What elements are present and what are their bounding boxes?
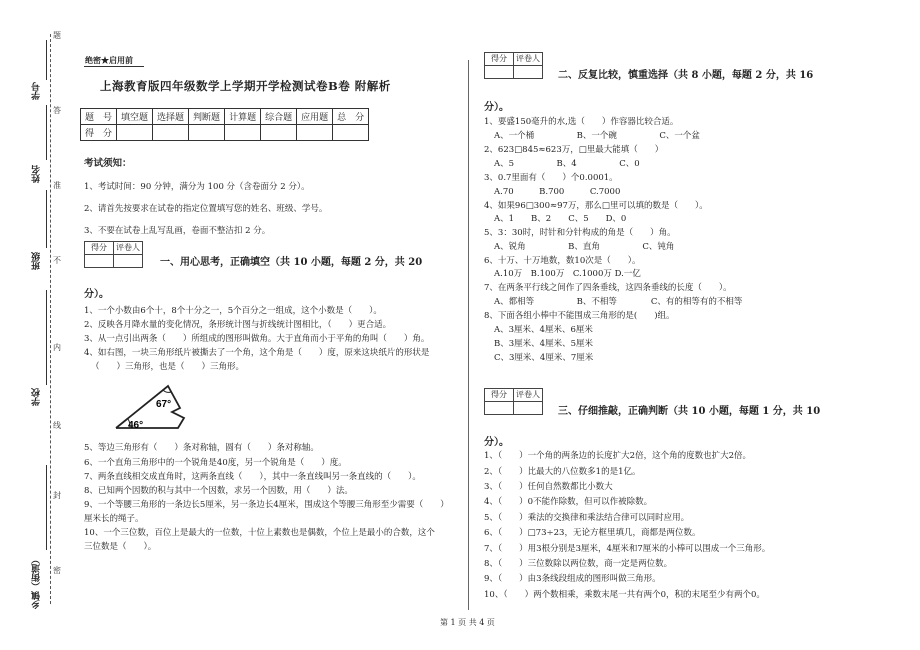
grader-reviewer-label: 评卷人: [516, 390, 540, 399]
binding-underline: [46, 465, 47, 550]
angle-label-46: 46°: [128, 420, 144, 431]
question-item: （ ）三角形，也是（ ）三角形。: [91, 362, 245, 372]
score-input-cell[interactable]: [117, 125, 153, 141]
score-cell: 得 分: [81, 125, 117, 141]
question-option: A、3厘米、4厘米、6厘米: [494, 325, 593, 335]
score-input-cell[interactable]: [261, 125, 297, 141]
question-item: 5、3：30时，时针和分针构成的角是（ ）角。: [484, 228, 676, 238]
binding-underline: [46, 290, 47, 385]
score-cell: 应用题: [297, 109, 333, 125]
binding-char: 线: [53, 421, 61, 430]
binding-char: 题: [53, 31, 61, 40]
score-cell: 选择题: [153, 109, 189, 125]
page-title: 上海教育版四年级数学上学期开学检测试卷B卷 附解析: [100, 79, 391, 93]
binding-underline: [46, 105, 47, 160]
binding-char: 密: [53, 566, 61, 575]
judgment-item: 2、（ ）比最大的八位数多1的是1亿。: [484, 467, 641, 477]
score-cell: 判断题: [189, 109, 225, 125]
section1-title-cont: 分）。: [84, 289, 109, 300]
question-option: A、5 B、4 C、0: [494, 159, 640, 169]
binding-char: 内: [53, 343, 61, 352]
question-item: 1、要盛150毫升的水,选（ ）作容器比较合适。: [484, 117, 679, 127]
binding-label-name: 姓名: [32, 165, 42, 183]
binding-char: 封: [53, 491, 61, 500]
binding-char: 准: [53, 181, 61, 190]
torn-triangle-figure: [108, 378, 190, 434]
grader-box: [484, 52, 543, 79]
binding-label-school: 学校: [32, 388, 42, 406]
question-item: 3、0.7里面有（ ）个0.0001。: [484, 173, 618, 183]
section2-title-cont: 分）。: [484, 102, 509, 113]
question-item: 厘米长的绳子。: [84, 514, 144, 524]
judgment-item: 5、（ ）乘法的交换律和乘法结合律可以同时应用。: [484, 513, 690, 523]
question-option: B、3厘米、4厘米、5厘米: [494, 339, 593, 349]
grader-reviewer-field[interactable]: [114, 255, 142, 267]
judgment-item: 3、（ ）任何自然数都比小数大: [484, 482, 613, 492]
question-item: 7、在两条平行线之间作了四条垂线，这四条垂线的长度（ ）。: [484, 283, 732, 293]
question-item: 10、一个三位数，百位上是最大的一位数，十位上素数也是偶数，个位上是最小的合数，这个: [84, 528, 435, 538]
angle-label-67: 67°: [156, 399, 172, 410]
binding-label-township: 乡镇（街道）: [32, 555, 42, 609]
question-item: 4、如右图，一块三角形纸片被撕去了一个角，这个角是（ ）度，原来这块纸片的形状是: [84, 348, 430, 358]
question-option: A.10万 B.100万 C.1000万 D.一亿: [494, 269, 641, 279]
section3-title: 三、仔细推敲，正确判断（共 10 小题，每题 1 分，共 10: [558, 406, 821, 417]
binding-underline: [46, 190, 47, 248]
grader-score-label: 得分: [485, 53, 514, 65]
judgment-item: 4、（ ）0不能作除数，但可以作被除数。: [484, 497, 653, 507]
question-item: 1、一个小数由6个十，8个十分之一，5个百分之一组成，这个小数是（ ）。: [84, 306, 382, 316]
grader-box: [84, 241, 143, 268]
grader-score-label: 得分: [85, 242, 114, 254]
question-option: A、都相等 B、不相等 C、有的相等有的不相等: [494, 297, 743, 307]
score-cell: 计算题: [225, 109, 261, 125]
question-item: 8、下面各组小棒中不能围成三角形的是( )组。: [484, 311, 675, 321]
question-option: A、锐角 B、直角 C、钝角: [494, 242, 675, 252]
question-item: 2、反映各月降水量的变化情况，条形统计图与折线统计图相比，（ ）更合适。: [84, 320, 392, 330]
judgment-item: 8、（ ）三位数除以两位数，商一定是两位数。: [484, 559, 673, 569]
score-input-cell[interactable]: [297, 125, 333, 141]
grader-reviewer-field[interactable]: [514, 402, 542, 414]
instruction-item: 2、请首先按要求在试卷的指定位置填写您的姓名、班级、学号。: [84, 204, 328, 214]
grader-score-field[interactable]: [485, 402, 514, 414]
question-option: C、3厘米、4厘米、7厘米: [494, 353, 594, 363]
score-input-cell[interactable]: [225, 125, 261, 141]
instruction-item: 1、考试时间：90 分钟，满分为 100 分（含卷面分 2 分）。: [84, 182, 310, 192]
question-item: 6、十万、十万地数，数10次是（ ）。: [484, 256, 641, 266]
judgment-item: 1、（ ）一个角的两条边的长度扩大2倍，这个角的度数也扩大2倍。: [484, 451, 751, 461]
grader-score-label: 得分: [485, 389, 514, 401]
binding-char: 不: [53, 256, 61, 265]
question-item: 3、从一点引出两条（ ）所组成的图形叫做角。大于直角而小于平角的角叫（ ）角。: [84, 334, 430, 344]
question-option: A、一个桶 B、一个碗 C、一个盆: [494, 131, 700, 141]
confidential-underline: [84, 66, 144, 67]
question-item: 8、已知两个因数的积与其中一个因数，求另一个因数，用（ ）法。: [84, 486, 353, 496]
grader-reviewer-label: 评卷人: [116, 243, 140, 252]
grader-score-field[interactable]: [485, 66, 514, 78]
question-item: 2、623□845≈623万，□里最大能填（ ）: [484, 145, 664, 155]
score-cell: 综合题: [261, 109, 297, 125]
binding-label-class: 班级: [32, 252, 42, 270]
page-footer: 第 1 页 共 4 页: [440, 618, 495, 627]
confidential-mark: 绝密★启用前: [85, 55, 133, 65]
binding-char: 答: [53, 106, 61, 115]
question-option: A.70 B.700 C.7000: [494, 187, 621, 197]
instruction-item: 3、不要在试卷上乱写乱画，卷面不整洁扣 2 分。: [84, 226, 271, 236]
score-cell: 题 号: [81, 109, 117, 125]
score-input-cell[interactable]: [153, 125, 189, 141]
binding-underline: [46, 40, 47, 80]
judgment-item: 6、（ ）□73÷23，无论方框里填几，商都是两位数。: [484, 528, 701, 538]
grader-reviewer-label: 评卷人: [516, 54, 540, 63]
column-divider: [468, 60, 469, 610]
score-cell: 总 分: [333, 109, 369, 125]
score-cell: 填空题: [117, 109, 153, 125]
question-item: 三位数是（ ）。: [84, 542, 157, 552]
question-option: A、1 B、2 C、5 D、0: [494, 214, 627, 224]
score-table: [80, 108, 369, 141]
instructions-heading: 考试须知：: [84, 158, 132, 169]
judgment-item: 9、（ ）由3条线段组成的图形叫做三角形。: [484, 574, 661, 584]
grader-box: [484, 388, 543, 415]
section3-title-cont: 分）。: [484, 437, 509, 448]
question-item: 7、两条直线相交成直角时，这两条直线（ ），其中一条直线叫另一条直线的（ ）。: [84, 472, 421, 482]
section2-title: 二、反复比较，慎重选择（共 8 小题，每题 2 分，共 16: [558, 70, 814, 81]
score-table-header-row: [81, 109, 369, 125]
grader-score-field[interactable]: [85, 255, 114, 267]
grader-reviewer-field[interactable]: [514, 66, 542, 78]
section1-title: 一、用心思考，正确填空（共 10 小题，每题 2 分，共 20: [160, 257, 423, 268]
judgment-item: 10、（ ）两个数相乘，乘数末尾一共有两个0，积的末尾至少有两个0。: [484, 590, 765, 600]
question-item: 6、一个直角三角形中的一个锐角是40度，另一个锐角是（ ）度。: [84, 458, 347, 468]
score-table-score-row: [81, 125, 369, 141]
score-input-cell[interactable]: [333, 125, 369, 141]
judgment-item: 7、（ ）用3根分别是3厘米，4厘米和7厘米的小棒可以围成一个三角形。: [484, 544, 771, 554]
question-item: 5、等边三角形有（ ）条对称轴，圆有（ ）条对称轴。: [84, 443, 319, 453]
question-item: 4、如果96□300≈97万，那么□里可以填的数是（ ）。: [484, 201, 708, 211]
binding-label-student-id: 学号: [32, 82, 42, 100]
question-item: 9、一个等腰三角形的一条边长5厘米，另一条边长4厘米，围成这个等腰三角形至少需要（ ）: [84, 500, 449, 510]
binding-dashed-line: [50, 34, 51, 604]
score-input-cell[interactable]: [189, 125, 225, 141]
